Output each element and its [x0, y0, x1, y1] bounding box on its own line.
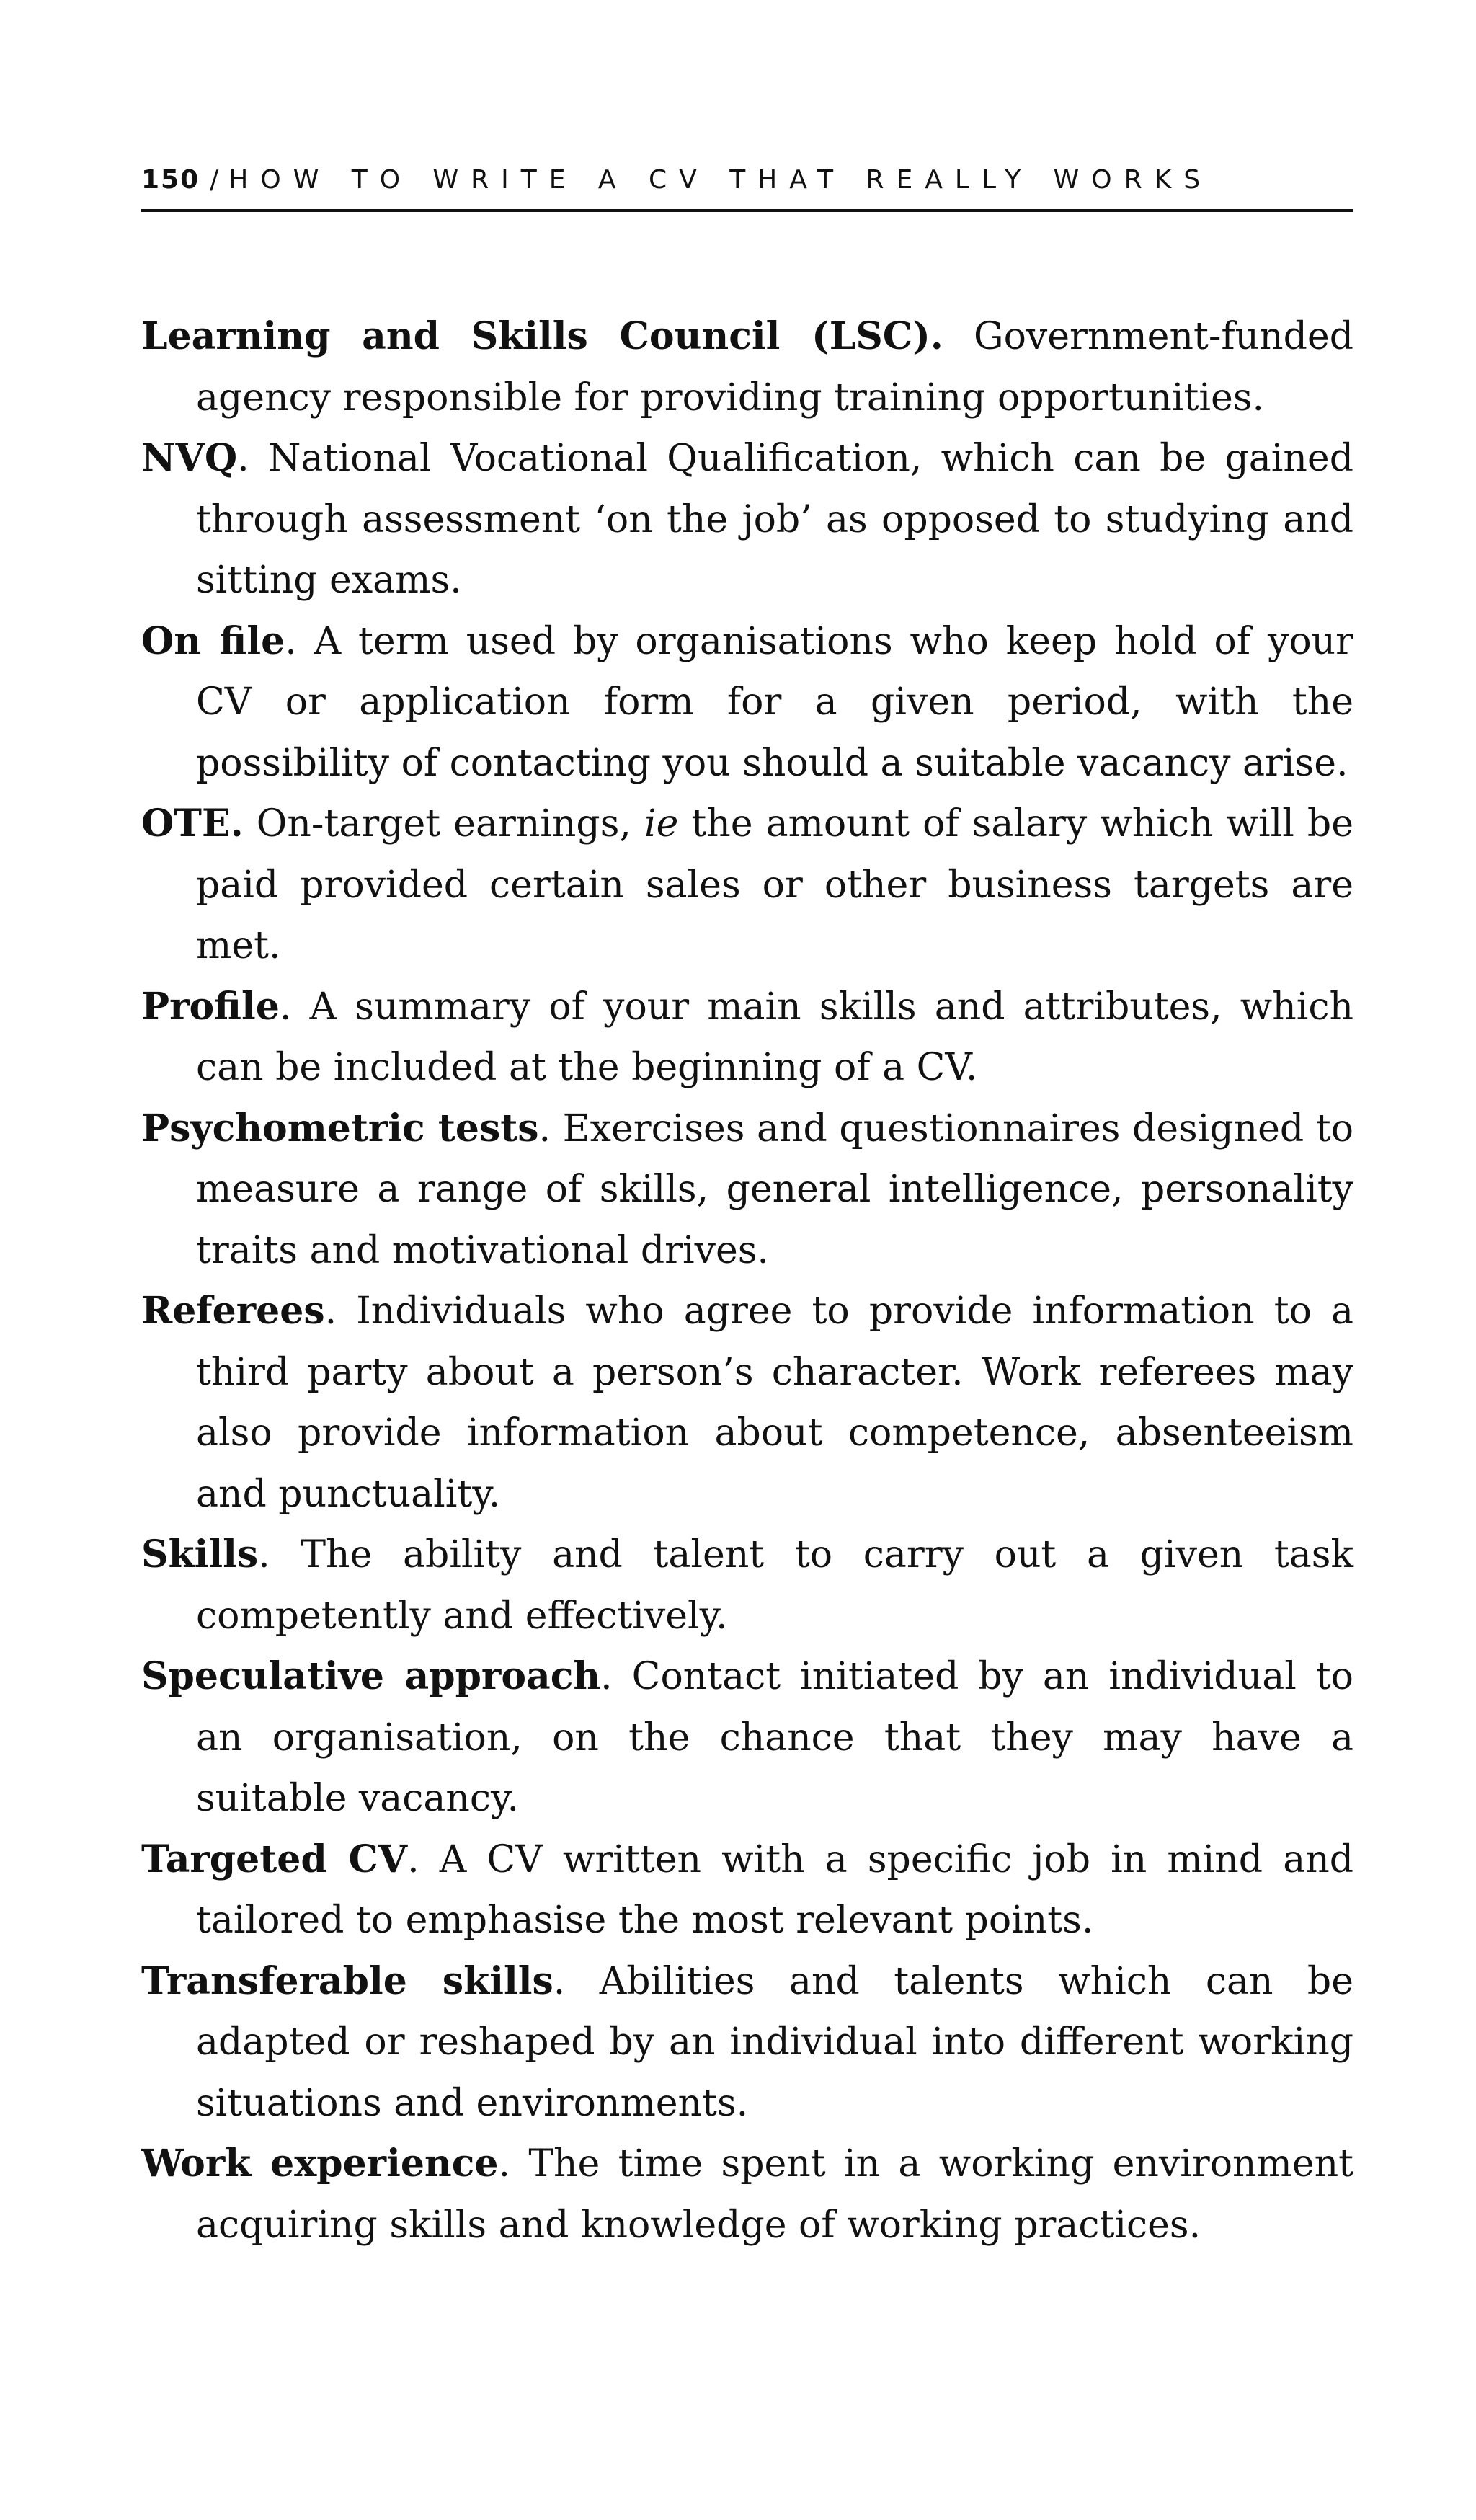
- page-number: 150: [141, 165, 200, 195]
- glossary-entry-lsc: [141, 306, 1353, 428]
- glossary-definition: . A CV written with a specific job in mind and tailored to emphasise the most relevant points.: [196, 1837, 1353, 1942]
- glossary-term: Learning and Skills Council (LSC).: [141, 314, 943, 358]
- glossary-entry-profile: [141, 977, 1353, 1099]
- glossary-definition: . The ability and talent to carry out a given task competently and effectively.: [196, 1533, 1353, 1638]
- running-head-separator: /: [210, 165, 219, 195]
- glossary-term: Targeted CV: [141, 1837, 408, 1881]
- glossary-list: [141, 306, 1353, 2255]
- glossary-entry-nvq: [141, 428, 1353, 611]
- glossary-definition: . A summary of your main skills and attributes, which can be included at the beginning of a CV.: [196, 985, 1353, 1089]
- glossary-definition: . Exercises and questionnaires designed to measure a range of skills, general intelligence, personality traits and motivational drives.: [196, 1106, 1354, 1272]
- glossary-definition-end: the amount of salary which will be paid provided certain sales or other business targets are met.: [196, 802, 1353, 967]
- glossary-entry-ote: [141, 794, 1353, 977]
- glossary-definition: . National Vocational Qualification, which can be gained through assessment ‘on the job’ as opposed to studying and sitting exams.: [196, 437, 1353, 602]
- book-title: HOW TO WRITE A CV THAT REALLY WORKS: [228, 165, 1213, 195]
- header-rule: [141, 209, 1353, 212]
- glossary-entry-referees: [141, 1281, 1353, 1525]
- glossary-definition: Government-funded agency responsible for providing training opportunities.: [196, 315, 1353, 420]
- glossary-entry-work-experience: [141, 2134, 1353, 2255]
- glossary-term: Transferable skills: [141, 1958, 554, 2003]
- glossary-term: Referees: [141, 1289, 325, 1333]
- glossary-term: On file: [141, 618, 285, 663]
- glossary-entry-psychometric-tests: [141, 1099, 1353, 1282]
- glossary-definition: . Abilities and talents which can be adapted or reshaped by an individual into different working situations and environments.: [196, 1959, 1353, 2125]
- glossary-entry-targeted-cv: [141, 1829, 1353, 1951]
- glossary-entry-on-file: [141, 611, 1353, 794]
- glossary-definition: . Contact initiated by an individual to an organisation, on the chance that they may have a suitable vacancy.: [196, 1655, 1353, 1820]
- glossary-entry-speculative-approach: [141, 1646, 1353, 1829]
- glossary-term: NVQ: [141, 436, 238, 480]
- glossary-definition: . Individuals who agree to provide information to a third party about a person’s character. Work referees may also provide information about competence, absenteeism and punctuality.: [196, 1290, 1353, 1516]
- running-head: [141, 161, 1353, 199]
- glossary-term: Skills: [141, 1532, 259, 1576]
- glossary-term: Psychometric tests: [141, 1106, 539, 1150]
- glossary-definition: . The time spent in a working environment acquiring skills and knowledge of working practices.: [196, 2142, 1353, 2247]
- glossary-term: OTE.: [141, 802, 244, 846]
- glossary-term: Work experience: [141, 2142, 499, 2186]
- glossary-definition: . A term used by organisations who keep hold of your CV or application form for a given period, with the possibility of contacting you should a suitable vacancy arise.: [196, 619, 1353, 785]
- glossary-entry-transferable-skills: [141, 1951, 1353, 2134]
- glossary-definition-italic: ie: [644, 802, 679, 846]
- glossary-entry-skills: [141, 1525, 1353, 1646]
- glossary-term: Profile: [141, 984, 280, 1029]
- glossary-definition-start: On-target earnings,: [243, 802, 644, 846]
- glossary-term: Speculative approach: [141, 1654, 601, 1698]
